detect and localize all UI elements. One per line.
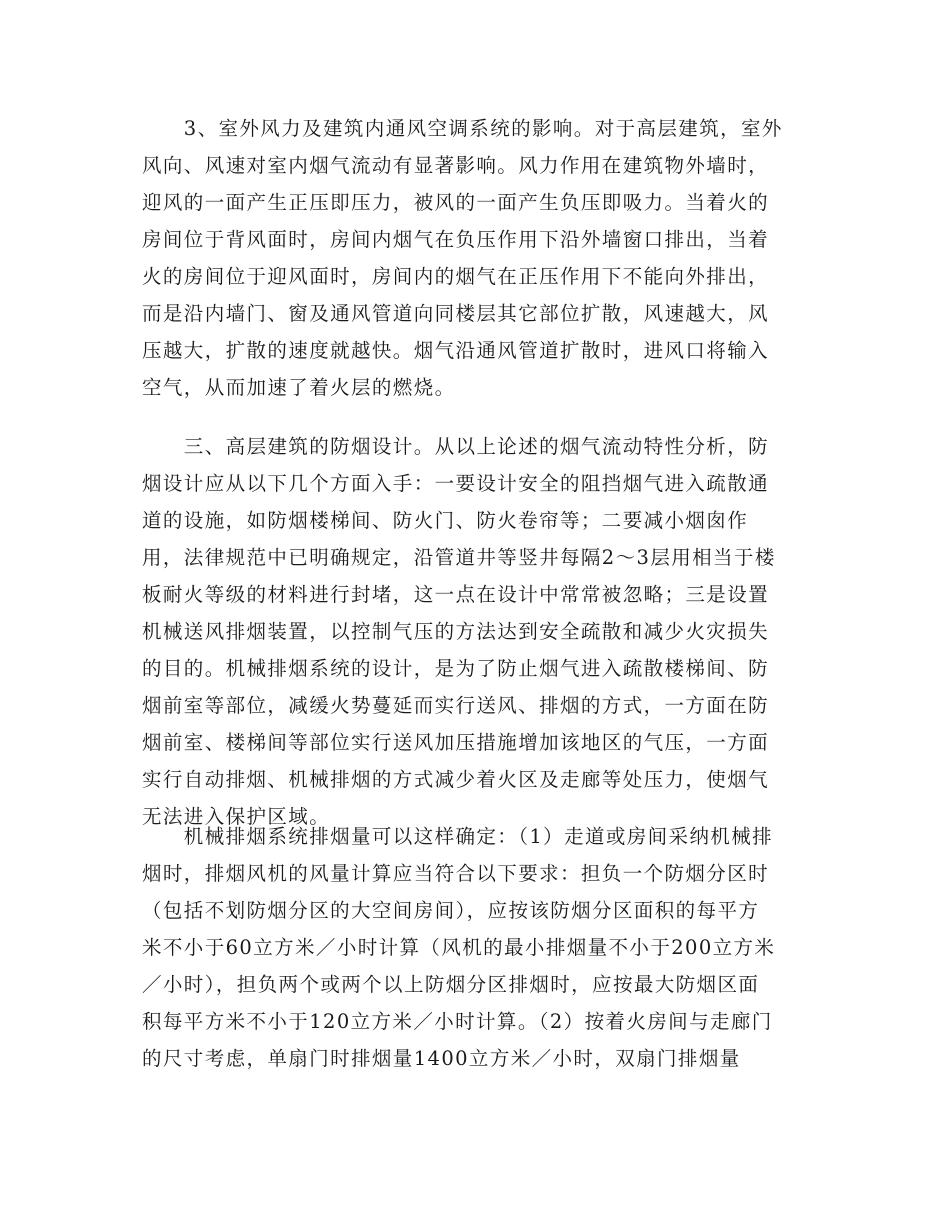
text-line: 空气，从而加速了着火层的燃烧。 [142,376,456,399]
paragraph-smoke-exhaust-volume [142,818,808,1077]
paragraph-smoke-prevention-design [142,428,808,835]
text-line: ／小时），担负两个或两个以上防烟分区排烟时，应按最大防烟区面 [142,973,760,996]
text-line: 房间位于背风面时，房间内烟气在负压作用下沿外墙窗口排出，当着 [142,228,770,251]
text-line: 用，法律规范中已明确规定，沿管道井等竖井每隔2～3层用相当于楼 [142,546,776,569]
text-line: 无法进入保护区域。 [142,805,331,828]
text-line: 风向、风速对室内烟气流动有显著影响。风力作用在建筑物外墙时， [142,154,770,177]
paragraph-outdoor-wind [142,110,808,406]
text-line: 烟时，排烟风机的风量计算应当符合以下要求：担负一个防烟分区时 [142,862,770,885]
text-line: 火的房间位于迎风面时，房间内的烟气在正压作用下不能向外排出， [142,265,770,288]
text-line: 的目的。机械排烟系统的设计，是为了防止烟气进入疏散楼梯间、防 [142,657,770,680]
text-line: 迎风的一面产生正压即压力，被风的一面产生负压即吸力。当着火的 [142,191,770,214]
text-line: 3、室外风力及建筑内通风空调系统的影响。对于高层建筑，室外 [142,117,783,140]
text-line: 烟设计应从以下几个方面入手：一要设计安全的阻挡烟气进入疏散通 [142,472,770,495]
text-line: 实行自动排烟、机械排烟的方式减少着火区及走廊等处压力，使烟气 [142,768,770,791]
text-line: 积每平方米不小于120立方米／小时计算。（2）按着火房间与走廊门 [142,1010,773,1033]
text-line: 而是沿内墙门、窗及通风管道向同楼层其它部位扩散，风速越大，风 [142,302,770,325]
text-line: 机械排烟系统排烟量可以这样确定：（1）走道或房间采纳机械排 [142,825,774,848]
text-line: 的尺寸考虑，单扇门时排烟量1400立方米／小时，双扇门排烟量 [142,1047,741,1070]
text-line: （包括不划防烟分区的大空间房间），应按该防烟分区面积的每平方 [142,899,760,922]
text-line: 烟前室等部位，减缓火势蔓延而实行送风、排烟的方式，一方面在防 [142,694,770,717]
text-line: 道的设施，如防烟楼梯间、防火门、防火卷帘等；二要减小烟囱作 [142,509,749,532]
text-line: 米不小于60立方米／小时计算（风机的最小排烟量不小于200立方米 [142,936,776,959]
text-line: 压越大，扩散的速度就越快。烟气沿通风管道扩散时，进风口将输入 [142,339,770,362]
text-line: 板耐火等级的材料进行封堵，这一点在设计中常常被忽略；三是设置 [142,583,770,606]
text-line: 机械送风排烟装置，以控制气压的方法达到安全疏散和减少火灾损失 [142,620,770,643]
text-line: 三、高层建筑的防烟设计。从以上论述的烟气流动特性分析，防 [142,435,770,458]
text-line: 烟前室、楼梯间等部位实行送风加压措施增加该地区的气压，一方面 [142,731,770,754]
